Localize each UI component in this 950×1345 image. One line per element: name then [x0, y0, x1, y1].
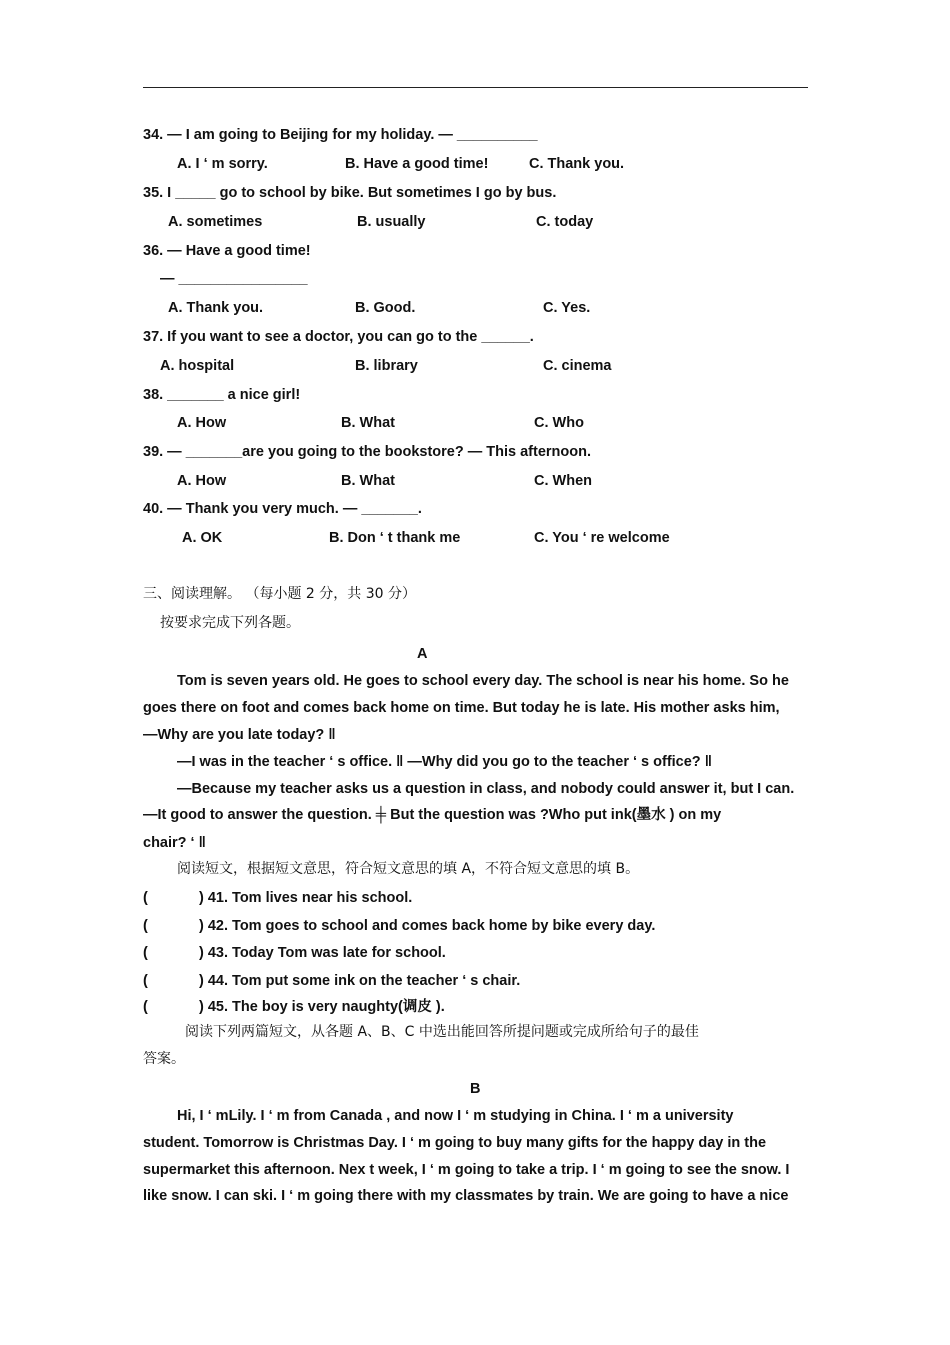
passage-b-line-2: student. Tomorrow is Christmas Day. I ‘ m going to buy many gifts for the happy day in the: [143, 1135, 767, 1151]
question-40-option-a: A. OK: [182, 530, 223, 546]
question-34-option-c: C. Thank you.: [529, 156, 625, 172]
passage-a-line-7: chair? ‘ ‖: [143, 835, 206, 851]
question-34-option-b: B. Have a good time!: [345, 156, 489, 172]
question-36-option-a: A. Thank you.: [168, 300, 264, 316]
question-37-stem: 37. If you want to see a doctor, you can go to the ______.: [143, 329, 534, 345]
section-3-heading: 三、阅读理解。 （每小题 2 分，共 30 分）: [143, 586, 416, 602]
passage-a-line-5: —Because my teacher asks us a question in class, and nobody could answer it, but I can.: [177, 781, 795, 797]
question-40-option-c: C. You ‘ re welcome: [534, 530, 670, 546]
question-35-option-a: A. sometimes: [168, 214, 263, 230]
question-38-option-c: C. Who: [534, 415, 584, 431]
passage-b-line-4: like snow. I can ski. I ‘ m going there with my classmates by train. We are going to have a nice: [143, 1188, 789, 1204]
question-35-option-b: B. usually: [357, 214, 426, 230]
question-40-stem: 40. — Thank you very much. — _______.: [143, 501, 422, 517]
statement-45: ) 45. The boy is very naughty(调皮 ).: [199, 999, 445, 1015]
statement-42: ) 42. Tom goes to school and comes back home by bike every day.: [199, 918, 656, 934]
question-39-option-c: C. When: [534, 473, 592, 489]
statement-44: ) 44. Tom put some ink on the teacher ‘ s chair.: [199, 973, 521, 989]
statement-43: ) 43. Today Tom was late for school.: [199, 945, 446, 961]
question-38-option-b: B. What: [341, 415, 395, 431]
passage-a-line-3: —Why are you late today? ‖: [143, 727, 336, 743]
statement-43-paren: (: [143, 945, 148, 961]
question-40-option-b: B. Don ‘ t thank me: [329, 530, 461, 546]
question-38-stem: 38. _______ a nice girl!: [143, 387, 301, 403]
passage-a-line-6: —It good to answer the question. ╪ But the question was ?Who put ink(墨水 ) on my: [143, 807, 722, 823]
passage-b-label: B: [470, 1081, 481, 1097]
passage-a-line-1: Tom is seven years old. He goes to school every day. The school is near his home. So he: [177, 673, 789, 689]
question-37-option-c: C. cinema: [543, 358, 612, 374]
statement-45-paren: (: [143, 999, 148, 1015]
question-37-option-a: A. hospital: [160, 358, 235, 374]
statement-42-paren: (: [143, 918, 148, 934]
question-34-stem: 34. — I am going to Beijing for my holiday. — __________: [143, 127, 538, 143]
passage-a-line-2: goes there on foot and comes back home on time. But today he is late. His mother asks him,: [143, 700, 780, 716]
question-39-option-b: B. What: [341, 473, 395, 489]
question-36-stem: 36. — Have a good time!: [143, 243, 311, 259]
question-36-option-c: C. Yes.: [543, 300, 591, 316]
header-rule: [143, 87, 808, 88]
passage-a-task: 阅读短文，根据短文意思，符合短文意思的填 A，不符合短文意思的填 B。: [177, 861, 640, 877]
question-37-option-b: B. library: [355, 358, 418, 374]
question-39-stem: 39. — _______are you going to the bookstore? — This afternoon.: [143, 444, 591, 460]
passage-b-line-3: supermarket this afternoon. Nex t week, I ‘ m going to take a trip. I ‘ m going to see the snow. I: [143, 1162, 790, 1178]
question-35-stem: 35. I _____ go to school by bike. But sometimes I go by bus.: [143, 185, 557, 201]
question-36-option-b: B. Good.: [355, 300, 416, 316]
question-35-option-c: C. today: [536, 214, 594, 230]
passage-b-line-1: Hi, I ‘ mLily. I ‘ m from Canada , and now I ‘ m studying in China. I ‘ m a university: [177, 1108, 734, 1124]
section-3-instruction: 按要求完成下列各题。: [160, 615, 300, 631]
instruction-bc-line-2: 答案。: [143, 1051, 185, 1067]
question-34-option-a: A. I ‘ m sorry.: [177, 156, 268, 172]
question-36-response: — ________________: [160, 271, 308, 287]
question-38-option-a: A. How: [177, 415, 227, 431]
passage-a-line-4: —I was in the teacher ‘ s office. ‖ —Why did you go to the teacher ‘ s office? ‖: [177, 754, 712, 770]
question-39-option-a: A. How: [177, 473, 227, 489]
passage-a-label: A: [417, 646, 428, 662]
statement-41: ) 41. Tom lives near his school.: [199, 890, 413, 906]
instruction-bc-line-1: 阅读下列两篇短文，从各题 A、B、C 中选出能回答所提问题或完成所给句子的最佳: [185, 1024, 699, 1040]
statement-44-paren: (: [143, 973, 148, 989]
statement-41-paren: (: [143, 890, 148, 906]
